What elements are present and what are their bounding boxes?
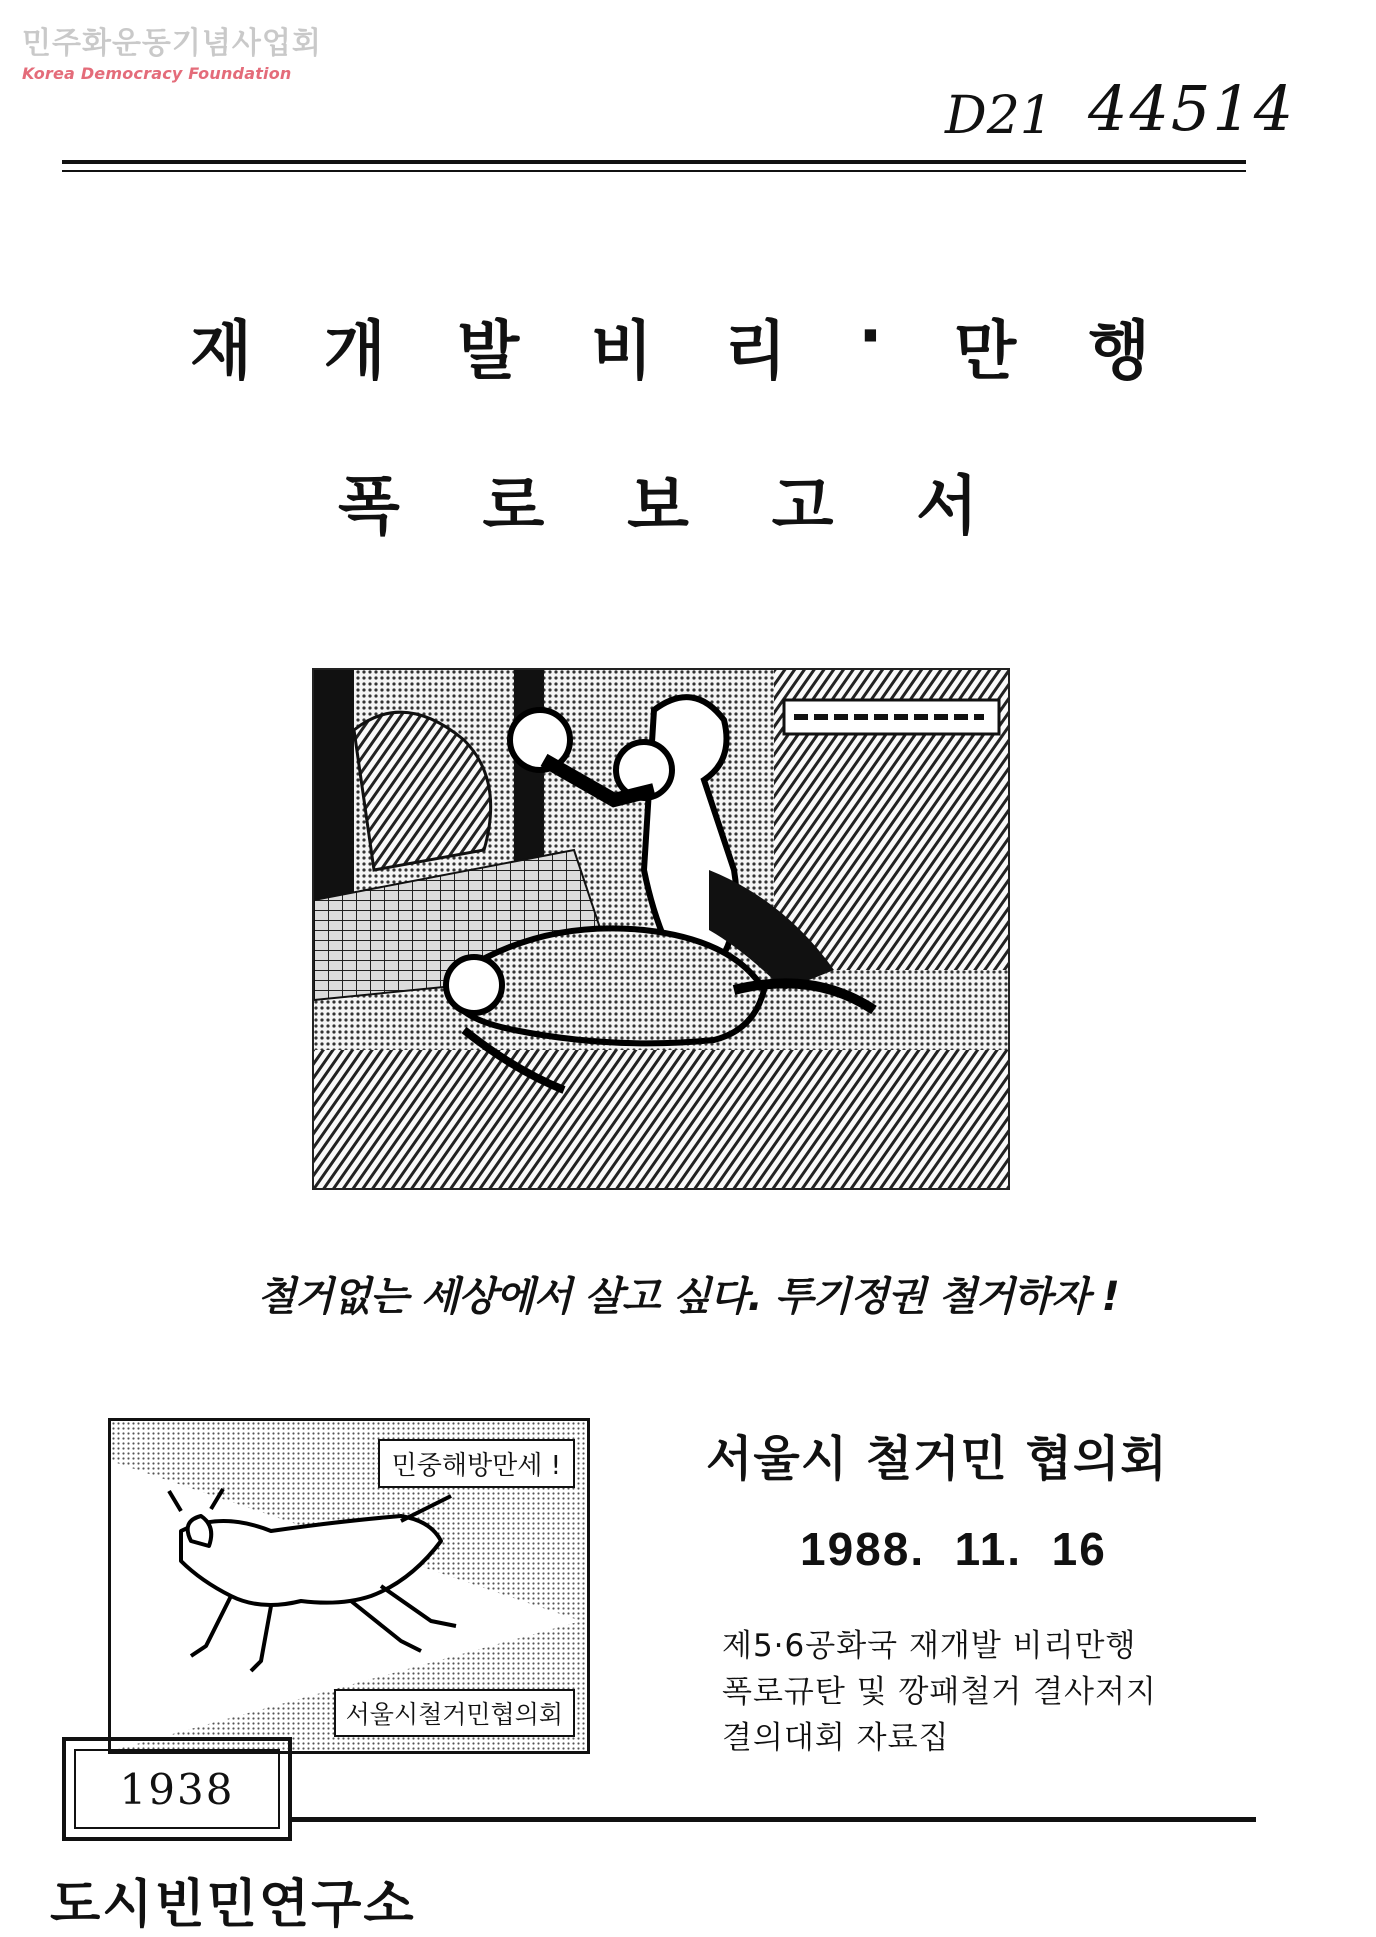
protest-illustration [312, 668, 1010, 1190]
organization-name: 서울시 철거민 협의회 [706, 1431, 1168, 1487]
title-char: 폭 [338, 470, 400, 544]
title-char: 리 [724, 315, 787, 389]
title-char: 서 [916, 470, 978, 544]
title-char: 보 [627, 470, 689, 544]
title-char: 행 [1088, 315, 1150, 389]
archive-number-box [62, 1737, 292, 1841]
handwritten-code-number: 44514 [1088, 72, 1296, 145]
handwritten-code-prefix: D21 [945, 86, 1053, 146]
title-char: · [858, 300, 883, 374]
title-line-2 [338, 455, 978, 547]
poster-org-label: 서울시철거민협의회 [334, 1689, 575, 1737]
bottom-stamp: 도시빈민연구소 [50, 1874, 416, 1935]
archive-number-frame [74, 1749, 280, 1829]
watermark-english: Korea Democracy Foundation [22, 64, 292, 83]
document-date: 1988. 11. 16 [800, 1523, 1107, 1575]
title-char: 개 [323, 315, 386, 389]
bottom-rule [290, 1817, 1256, 1822]
protest-illustration-image [314, 670, 1008, 1188]
slogan: 철거없는 세상에서 살고 싶다. 투기정권 철거하자 ! [257, 1274, 1119, 1320]
watermark-korean: 민주화운동기념사업회 [22, 26, 322, 61]
subtitle-line-1: 제5·6공화국 재개발 비리만행 [722, 1628, 1137, 1664]
subtitle-line-3: 결의대회 자료집 [722, 1720, 950, 1756]
title-line-1 [190, 300, 1150, 392]
title-char: 고 [771, 470, 834, 544]
top-rule-thin [62, 170, 1246, 172]
subtitle-line-2: 폭로규탄 및 깡패철거 결사저지 [722, 1674, 1157, 1710]
poster-illustration [108, 1418, 590, 1754]
title-char: 로 [482, 470, 545, 544]
archive-number: 1938 [119, 1764, 235, 1814]
title-char: 재 [190, 315, 252, 389]
title-char: 발 [457, 315, 520, 389]
top-rule-thick [62, 160, 1246, 164]
title-char: 만 [954, 315, 1017, 389]
title-char: 비 [590, 315, 653, 389]
poster-slogan: 민중해방만세 ! [378, 1439, 575, 1488]
